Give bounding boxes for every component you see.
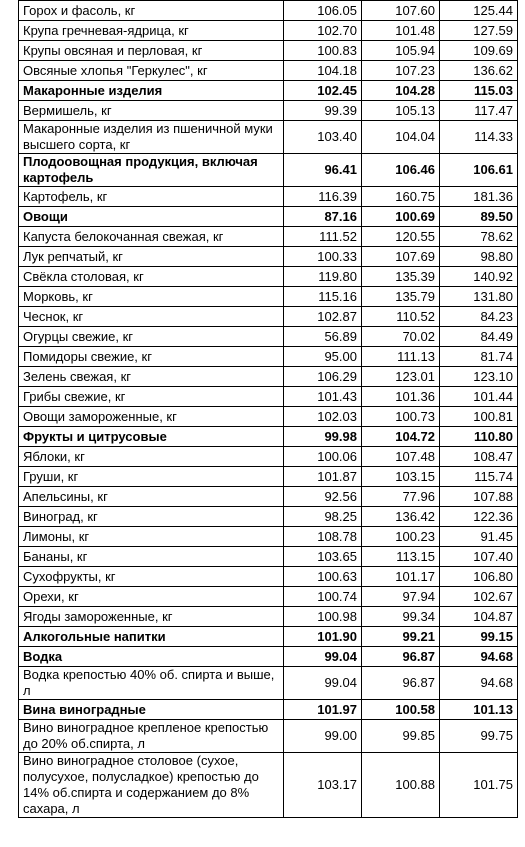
table-body (19, 1, 518, 818)
value-cell-2: 99.34 (362, 607, 440, 627)
value-cell-1: 100.98 (284, 607, 362, 627)
item-name-cell: Яблоки, кг (19, 447, 284, 467)
table-row (19, 467, 518, 487)
table-row (19, 487, 518, 507)
value-cell-2: 135.39 (362, 267, 440, 287)
table-row (19, 547, 518, 567)
value-cell-1: 56.89 (284, 327, 362, 347)
value-cell-2: 104.28 (362, 81, 440, 101)
value-cell-1: 103.40 (284, 121, 362, 154)
item-name-cell: Овсяные хлопья "Геркулес", кг (19, 61, 284, 81)
value-cell-1: 100.33 (284, 247, 362, 267)
table-row (19, 1, 518, 21)
value-cell-1: 116.39 (284, 187, 362, 207)
value-cell-3: 101.75 (440, 753, 518, 818)
value-cell-3: 136.62 (440, 61, 518, 81)
value-cell-1: 99.04 (284, 647, 362, 667)
item-name-cell: Чеснок, кг (19, 307, 284, 327)
value-cell-2: 135.79 (362, 287, 440, 307)
item-name-cell: Горох и фасоль, кг (19, 1, 284, 21)
value-cell-3: 89.50 (440, 207, 518, 227)
table-row (19, 527, 518, 547)
item-name-cell: Зелень свежая, кг (19, 367, 284, 387)
table-row-category (19, 154, 518, 187)
value-cell-1: 106.29 (284, 367, 362, 387)
item-name-cell: Вино виноградное крепленое крепостью до 20% об.спирта, л (19, 720, 284, 753)
table-row (19, 247, 518, 267)
value-cell-3: 123.10 (440, 367, 518, 387)
value-cell-3: 101.44 (440, 387, 518, 407)
value-cell-3: 122.36 (440, 507, 518, 527)
value-cell-3: 91.45 (440, 527, 518, 547)
table-row-category (19, 647, 518, 667)
item-name-cell: Плодоовощная продукция, включая картофель (19, 154, 284, 187)
price-index-table (18, 0, 518, 818)
value-cell-3: 84.23 (440, 307, 518, 327)
value-cell-2: 136.42 (362, 507, 440, 527)
value-cell-1: 106.05 (284, 1, 362, 21)
item-name-cell: Овощи (19, 207, 284, 227)
item-name-cell: Апельсины, кг (19, 487, 284, 507)
value-cell-3: 140.92 (440, 267, 518, 287)
table-row (19, 187, 518, 207)
table-row (19, 387, 518, 407)
value-cell-1: 99.00 (284, 720, 362, 753)
value-cell-2: 106.46 (362, 154, 440, 187)
value-cell-3: 107.88 (440, 487, 518, 507)
value-cell-2: 105.94 (362, 41, 440, 61)
value-cell-2: 101.17 (362, 567, 440, 587)
value-cell-1: 99.04 (284, 667, 362, 700)
value-cell-1: 96.41 (284, 154, 362, 187)
item-name-cell: Ягоды замороженные, кг (19, 607, 284, 627)
table-row-category (19, 627, 518, 647)
item-name-cell: Макаронные изделия из пшеничной муки высшего сорта, кг (19, 121, 284, 154)
value-cell-1: 95.00 (284, 347, 362, 367)
table-row (19, 227, 518, 247)
value-cell-2: 101.36 (362, 387, 440, 407)
item-name-cell: Капуста белокочанная свежая, кг (19, 227, 284, 247)
item-name-cell: Морковь, кг (19, 287, 284, 307)
item-name-cell: Крупа гречневая-ядрица, кг (19, 21, 284, 41)
value-cell-2: 101.48 (362, 21, 440, 41)
item-name-cell: Вино виноградное столовое (сухое, полусухое, полусладкое) крепостью до 14% об.спирта и содержанием до 8% сахара, л (19, 753, 284, 818)
value-cell-2: 99.85 (362, 720, 440, 753)
value-cell-1: 92.56 (284, 487, 362, 507)
value-cell-1: 101.87 (284, 467, 362, 487)
item-name-cell: Фрукты и цитрусовые (19, 427, 284, 447)
value-cell-1: 100.83 (284, 41, 362, 61)
table-row (19, 753, 518, 818)
value-cell-1: 101.90 (284, 627, 362, 647)
item-name-cell: Виноград, кг (19, 507, 284, 527)
value-cell-1: 111.52 (284, 227, 362, 247)
value-cell-1: 103.65 (284, 547, 362, 567)
item-name-cell: Грибы свежие, кг (19, 387, 284, 407)
item-name-cell: Вермишель, кг (19, 101, 284, 121)
value-cell-2: 107.69 (362, 247, 440, 267)
item-name-cell: Водка крепостью 40% об. спирта и выше, л (19, 667, 284, 700)
value-cell-1: 102.45 (284, 81, 362, 101)
item-name-cell: Орехи, кг (19, 587, 284, 607)
value-cell-3: 106.80 (440, 567, 518, 587)
value-cell-3: 106.61 (440, 154, 518, 187)
value-cell-3: 102.67 (440, 587, 518, 607)
value-cell-1: 119.80 (284, 267, 362, 287)
value-cell-3: 109.69 (440, 41, 518, 61)
value-cell-1: 101.97 (284, 700, 362, 720)
item-name-cell: Макаронные изделия (19, 81, 284, 101)
value-cell-1: 103.17 (284, 753, 362, 818)
value-cell-2: 100.88 (362, 753, 440, 818)
item-name-cell: Водка (19, 647, 284, 667)
value-cell-2: 107.23 (362, 61, 440, 81)
value-cell-1: 99.98 (284, 427, 362, 447)
item-name-cell: Огурцы свежие, кг (19, 327, 284, 347)
value-cell-2: 96.87 (362, 647, 440, 667)
table-row (19, 121, 518, 154)
value-cell-2: 107.48 (362, 447, 440, 467)
value-cell-3: 115.74 (440, 467, 518, 487)
value-cell-3: 127.59 (440, 21, 518, 41)
table-row (19, 367, 518, 387)
table-row (19, 327, 518, 347)
value-cell-3: 84.49 (440, 327, 518, 347)
value-cell-3: 181.36 (440, 187, 518, 207)
value-cell-2: 120.55 (362, 227, 440, 247)
value-cell-1: 104.18 (284, 61, 362, 81)
value-cell-1: 102.70 (284, 21, 362, 41)
table-row (19, 720, 518, 753)
item-name-cell: Сухофрукты, кг (19, 567, 284, 587)
value-cell-2: 77.96 (362, 487, 440, 507)
table-row (19, 447, 518, 467)
table-row-category (19, 700, 518, 720)
value-cell-1: 115.16 (284, 287, 362, 307)
value-cell-2: 111.13 (362, 347, 440, 367)
value-cell-3: 115.03 (440, 81, 518, 101)
value-cell-1: 100.06 (284, 447, 362, 467)
item-name-cell: Вина виноградные (19, 700, 284, 720)
value-cell-3: 100.81 (440, 407, 518, 427)
item-name-cell: Лук репчатый, кг (19, 247, 284, 267)
value-cell-2: 70.02 (362, 327, 440, 347)
table-row (19, 587, 518, 607)
value-cell-1: 102.03 (284, 407, 362, 427)
table-row (19, 667, 518, 700)
value-cell-1: 87.16 (284, 207, 362, 227)
value-cell-1: 101.43 (284, 387, 362, 407)
value-cell-1: 98.25 (284, 507, 362, 527)
value-cell-2: 113.15 (362, 547, 440, 567)
value-cell-1: 100.63 (284, 567, 362, 587)
value-cell-3: 107.40 (440, 547, 518, 567)
value-cell-2: 104.72 (362, 427, 440, 447)
value-cell-3: 78.62 (440, 227, 518, 247)
table-row (19, 287, 518, 307)
table-row (19, 507, 518, 527)
value-cell-3: 99.15 (440, 627, 518, 647)
value-cell-3: 81.74 (440, 347, 518, 367)
item-name-cell: Груши, кг (19, 467, 284, 487)
value-cell-1: 99.39 (284, 101, 362, 121)
table-row (19, 61, 518, 81)
value-cell-3: 104.87 (440, 607, 518, 627)
table-row (19, 101, 518, 121)
table-row-category (19, 427, 518, 447)
table-row (19, 21, 518, 41)
value-cell-1: 102.87 (284, 307, 362, 327)
value-cell-2: 96.87 (362, 667, 440, 700)
value-cell-2: 107.60 (362, 1, 440, 21)
value-cell-3: 94.68 (440, 667, 518, 700)
table-row (19, 267, 518, 287)
value-cell-3: 101.13 (440, 700, 518, 720)
value-cell-3: 94.68 (440, 647, 518, 667)
value-cell-3: 99.75 (440, 720, 518, 753)
item-name-cell: Крупы овсяная и перловая, кг (19, 41, 284, 61)
value-cell-2: 105.13 (362, 101, 440, 121)
item-name-cell: Лимоны, кг (19, 527, 284, 547)
value-cell-3: 125.44 (440, 1, 518, 21)
item-name-cell: Свёкла столовая, кг (19, 267, 284, 287)
value-cell-3: 131.80 (440, 287, 518, 307)
value-cell-2: 100.73 (362, 407, 440, 427)
value-cell-2: 100.58 (362, 700, 440, 720)
value-cell-2: 160.75 (362, 187, 440, 207)
table-row-category (19, 81, 518, 101)
value-cell-3: 117.47 (440, 101, 518, 121)
table-row (19, 407, 518, 427)
table-row-category (19, 207, 518, 227)
value-cell-2: 123.01 (362, 367, 440, 387)
item-name-cell: Картофель, кг (19, 187, 284, 207)
table-row (19, 567, 518, 587)
value-cell-3: 98.80 (440, 247, 518, 267)
value-cell-2: 97.94 (362, 587, 440, 607)
item-name-cell: Помидоры свежие, кг (19, 347, 284, 367)
value-cell-2: 100.69 (362, 207, 440, 227)
table-row (19, 307, 518, 327)
value-cell-3: 114.33 (440, 121, 518, 154)
value-cell-2: 104.04 (362, 121, 440, 154)
table-row (19, 41, 518, 61)
value-cell-2: 100.23 (362, 527, 440, 547)
item-name-cell: Алкогольные напитки (19, 627, 284, 647)
item-name-cell: Овощи замороженные, кг (19, 407, 284, 427)
table-row (19, 607, 518, 627)
value-cell-3: 108.47 (440, 447, 518, 467)
value-cell-1: 108.78 (284, 527, 362, 547)
value-cell-1: 100.74 (284, 587, 362, 607)
table-row (19, 347, 518, 367)
value-cell-2: 110.52 (362, 307, 440, 327)
value-cell-2: 103.15 (362, 467, 440, 487)
value-cell-3: 110.80 (440, 427, 518, 447)
item-name-cell: Бананы, кг (19, 547, 284, 567)
value-cell-2: 99.21 (362, 627, 440, 647)
